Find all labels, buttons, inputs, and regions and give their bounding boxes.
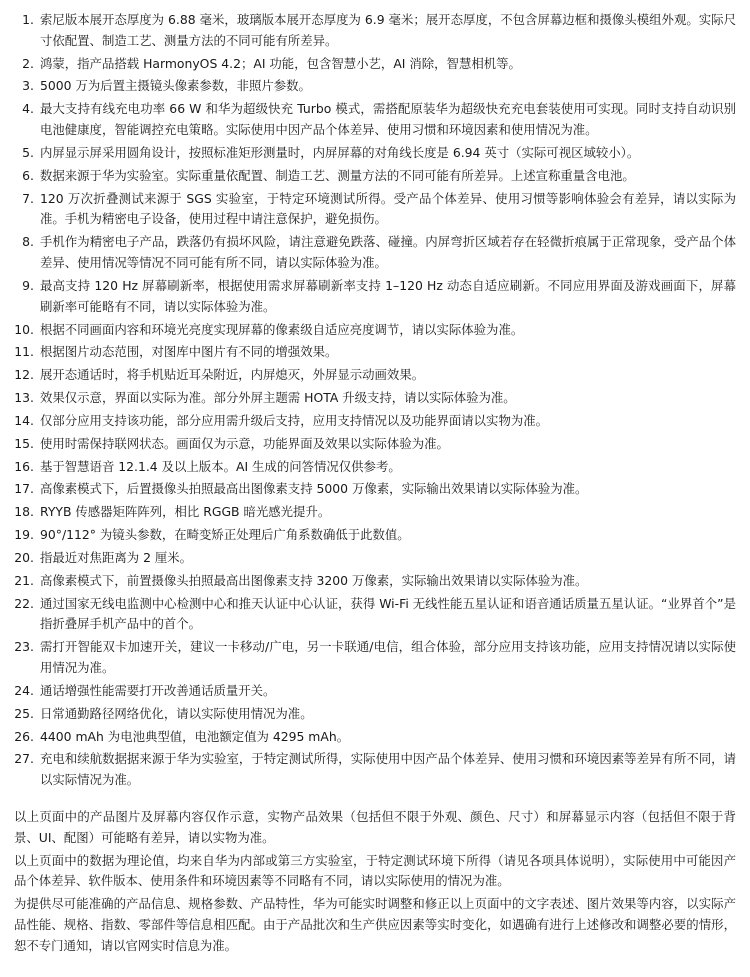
footnote-text: 最大支持有线充电功率 66 W 和华为超级快充 Turbo 模式，需搭配原装华为超级快充充电套装使用可实现。同时支持自动识别电池健康度，智能调控充电策略。实际使用中因产品个体差异、使用习惯和环境因素和使用情况为准。	[40, 101, 736, 138]
list-item	[14, 232, 736, 274]
list-item	[14, 704, 736, 725]
list-item	[14, 411, 736, 432]
footnote-text: 5000 万为后置主摄镜头像素参数，非照片参数。	[40, 78, 311, 94]
footnote-text: 90°/112° 为镜头参数，在畸变矫正处理后广角系数确低于此数值。	[40, 527, 410, 543]
footnote-number: 5.	[22, 144, 34, 160]
footnote-number: 7.	[22, 190, 34, 206]
list-item	[14, 365, 736, 386]
footnote-text: 充电和续航数据据来源于华为实验室，于特定测试所得，实际使用中因产品个体差异、使用习惯和环境因素等差异有所不同，请以实际情况为准。	[40, 751, 736, 788]
list-item	[14, 457, 736, 478]
footnote-number: 8.	[22, 234, 34, 250]
footnote-number: 9.	[22, 277, 34, 293]
footnote-text: 基于智慧语音 12.1.4 及以上版本。AI 生成的问答情况仅供参考。	[40, 458, 401, 474]
footnote-number: 25.	[14, 705, 34, 721]
footnote-number: 4.	[22, 101, 34, 117]
footnote-text: 指最近对焦距离为 2 厘米。	[40, 549, 193, 565]
footnote-number: 15.	[14, 435, 34, 451]
disclaimer-paragraph: 以上页面中的产品图片及屏幕内容仅作示意，实物产品效果（包括但不限于外观、颜色、尺寸）和屏幕显示内容（包括但不限于背景、UI、配图）可能略有差异，请以实物为准。	[14, 808, 736, 845]
footnote-text: RYYB 传感器矩阵阵列，相比 RGGB 暗光感光提升。	[40, 504, 331, 520]
footnote-text: 根据不同画面内容和环境光亮度实现屏幕的像素级自适应亮度调节，请以实际体验为准。	[40, 321, 524, 337]
list-item	[14, 166, 736, 187]
list-item	[14, 594, 736, 636]
list-item	[14, 276, 736, 318]
list-item	[14, 502, 736, 523]
list-item	[14, 189, 736, 231]
list-item	[14, 548, 736, 569]
footnote-list	[14, 10, 736, 791]
list-item	[14, 320, 736, 341]
footnote-number: 13.	[14, 390, 34, 406]
footnote-number: 10.	[14, 321, 34, 337]
footnote-text: 效果仅示意，界面以实际为准。部分外屏主题需 HOTA 升级支持，请以实际体验为准。	[40, 390, 516, 406]
footnote-number: 3.	[22, 78, 34, 94]
footnote-text: 仅部分应用支持该功能，部分应用需升级后支持，应用支持情况以及功能界面请以实物为准。	[40, 412, 549, 428]
footnote-text: 使用时需保持联网状态。画面仅为示意，功能界面及效果以实际体验为准。	[40, 435, 449, 451]
list-item	[14, 99, 736, 141]
footnote-number: 2.	[22, 55, 34, 71]
footnote-text: 内屏显示屏采用圆角设计，按照标准矩形测量时，内屏屏幕的对角线长度是 6.94 英寸（实际可视区域较小）。	[40, 144, 640, 160]
footnote-number: 17.	[14, 481, 34, 497]
footnote-number: 24.	[14, 682, 34, 698]
list-item	[14, 388, 736, 409]
list-item	[14, 10, 736, 52]
footnote-text: 通话增强性能需要打开改善通话质量开关。	[40, 682, 276, 698]
disclaimer-paragraph: 以上页面中的数据为理论值，均来自华为内部或第三方实验室，于特定测试环境下所得（请见各项具体说明），实际使用中可能因产品个体差异、软件版本、使用条件和环境因素等不同略有不同，请以实际使用的情况为准。	[14, 852, 736, 889]
list-item	[14, 342, 736, 363]
footnote-number: 6.	[22, 167, 34, 183]
footnote-text: 4400 mAh 为电池典型值，电池额定值为 4295 mAh。	[40, 728, 350, 744]
disclaimer-paragraph: 为提供尽可能准确的产品信息、规格参数、产品特性，华为可能实时调整和修正以上页面中的文字表述、图片效果等内容，以实际产品性能、规格、指数、零部件等信息相匹配。由于产品批次和生产供应因素等实时变化，如遇确有进行上述修改和调整必要的情形，恕不专门通知，请以官网实时信息为准。	[14, 896, 736, 953]
footnote-number: 23.	[14, 639, 34, 655]
footnote-number: 11.	[14, 344, 34, 360]
list-item	[14, 749, 736, 791]
footnote-number: 19.	[14, 527, 34, 543]
footnote-text: 需打开智能双卡加速开关，建议一卡移动/广电，另一卡联通/电信，组合体验，部分应用支持该功能，应用支持情况请以实际使用情况为准。	[40, 639, 736, 676]
footnote-text: 数据来源于华为实验室。实际重量依配置、制造工艺、测量方法的不同可能有所差异。上述宣称重量含电池。	[40, 167, 635, 183]
footnote-number: 27.	[14, 751, 34, 767]
footnote-number: 1.	[22, 12, 34, 27]
legal-disclaimer-block	[14, 807, 736, 957]
footnote-text: 高像素模式下，前置摄像头拍照最高出图像素支持 3200 万像素，实际输出效果请以实际体验为准。	[40, 572, 588, 588]
list-item	[14, 571, 736, 592]
footnote-text: 索尼版本展开态厚度为 6.88 毫米，玻璃版本展开态厚度为 6.9 毫米；展开态厚度，不包含屏幕边框和摄像头模组外观。实际尺寸依配置、制造工艺、测量方法的不同可能有所差异。	[40, 12, 736, 48]
list-item	[14, 681, 736, 702]
footnote-number: 22.	[14, 595, 34, 611]
list-item	[14, 76, 736, 97]
footnote-text: 手机作为精密电子产品，跌落仍有损坏风险，请注意避免跌落、碰撞。内屏弯折区域若存在轻微折痕属于正常现象，受产品个体差异、使用情况等情况不同可能有所不同，请以实际体验为准。	[40, 234, 736, 271]
footnote-number: 14.	[14, 412, 34, 428]
footnote-text: 根据图片动态范围，对图库中图片有不同的增强效果。	[40, 344, 338, 360]
list-item	[14, 479, 736, 500]
footnote-text: 最高支持 120 Hz 屏幕刷新率，根据使用需求屏幕刷新率支持 1–120 Hz 动态自适应刷新。不同应用界面及游戏画面下，屏幕刷新率可能略有不同，请以实际体验为准。	[40, 277, 736, 314]
footnote-number: 16.	[14, 458, 34, 474]
footnote-number: 26.	[14, 728, 34, 744]
footnote-text: 日常通勤路径网络优化，请以实际使用情况为准。	[40, 705, 313, 721]
footnote-number: 12.	[14, 367, 34, 383]
footnote-number: 20.	[14, 549, 34, 565]
list-item	[14, 54, 736, 75]
list-item	[14, 637, 736, 679]
footnote-number: 21.	[14, 572, 34, 588]
list-item	[14, 727, 736, 748]
list-item	[14, 143, 736, 164]
list-item	[14, 434, 736, 455]
footnote-text: 鸿蒙，指产品搭载 HarmonyOS 4.2；AI 功能，包含智慧小艺，AI 消除，智慧相机等。	[40, 55, 521, 71]
footnote-number: 18.	[14, 504, 34, 520]
footnote-text: 120 万次折叠测试来源于 SGS 实验室，于特定环境测试所得。受产品个体差异、使用习惯等影响体验会有差异，请以实际为准。手机为精密电子设备，使用过程中请注意保护，避免损伤。	[40, 190, 736, 227]
list-item	[14, 525, 736, 546]
footnote-text: 通过国家无线电监测中心检测中心和推天认证中心认证，获得 Wi-Fi 无线性能五星认证和语音通话质量五星认证。“业界首个”是指折叠屏手机产品中的首个。	[40, 595, 736, 632]
footnote-text: 高像素模式下，后置摄像头拍照最高出图像素支持 5000 万像素，实际输出效果请以实际体验为准。	[40, 481, 588, 497]
footnote-text: 展开态通话时，将手机贴近耳朵附近，内屏熄灭，外屏显示动画效果。	[40, 367, 425, 383]
